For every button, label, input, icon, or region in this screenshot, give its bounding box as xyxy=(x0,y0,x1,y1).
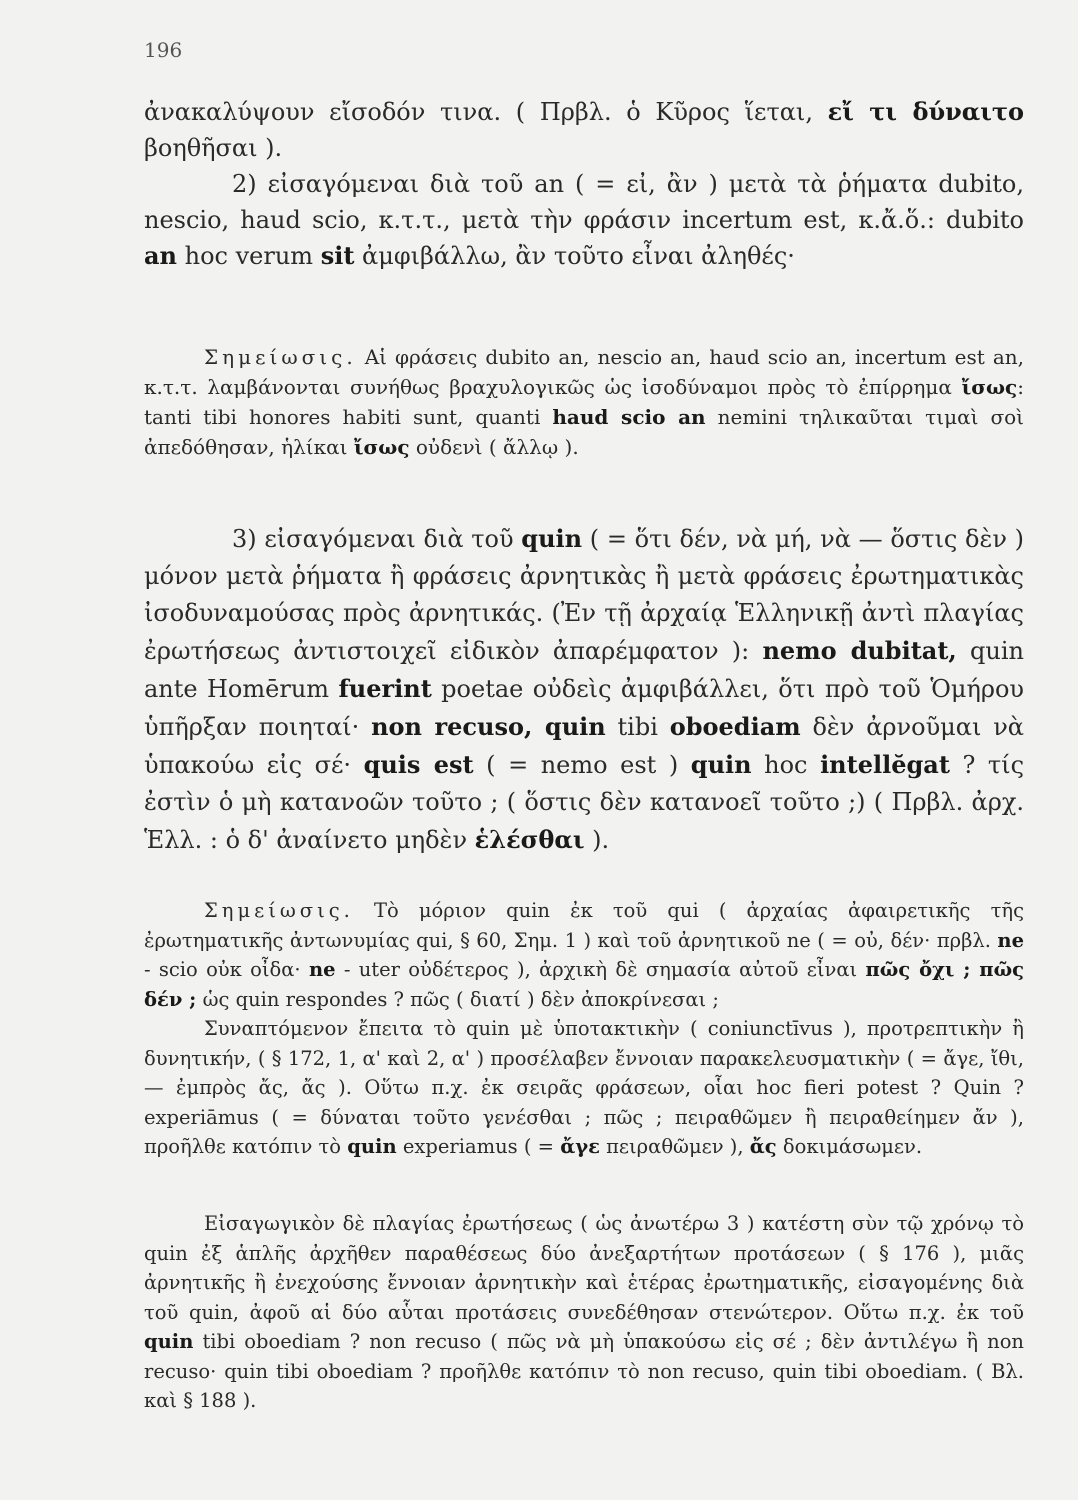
text: - uter οὐδέτερος ), ἀρχικὴ δὲ σημασία αὐτοῦ εἶναι xyxy=(335,958,866,981)
bold-word: ne xyxy=(308,958,336,981)
text: Εἰσαγωγικὸν δὲ πλαγίας ἐρωτήσεως ( ὡς ἀνωτέρω 3 ) κατέστη σὺν τῷ χρόνῳ τὸ quin ἐξ ἁπλῆς ἀρχῆθεν παραθέσεως δύο ἀνεξαρτήτων προτάσεων ( § 176 ), μιᾶς ἀρνητικῆς ἢ ἐνεχούσης ἔννοιαν ἀρνητικὴν καὶ ἑτέρας ἐρωτηματικῆς, εἰσαγομένης διὰ τοῦ quin, ἀφοῦ αἱ δύο αὗται προτάσεις συνεδέθησαν στενώτερον. Οὕτω π.χ. ἐκ τοῦ xyxy=(144,1212,1024,1324)
text: nemini τηλικαῦται τιμαὶ σοὶ ἀπεδόθησαν, ἡλίκαι xyxy=(144,405,1024,459)
paragraph-5 xyxy=(144,1209,1024,1416)
text: βοηθῆσαι ). xyxy=(144,134,283,162)
bold-word: quin xyxy=(521,524,583,553)
text: Αἱ φράσεις dubito an, nescio an, haud scio an, incertum est an, κ.τ.τ. λαμβάνονται συνήθως βραχυλογικῶς ὡς ἰσοδύναμοι πρὸς τὸ ἐπίρρημα xyxy=(144,345,1024,399)
text: δοκιμάσωμεν. xyxy=(776,1135,923,1158)
bold-phrase: haud scio an xyxy=(552,405,706,429)
bold-word: sit xyxy=(320,241,355,270)
text: tibi xyxy=(605,713,670,741)
text: ἀμφιβάλλω, ἂν τοῦτο εἶναι ἀληθές· xyxy=(354,242,795,270)
note-label: Σημείωσις. xyxy=(204,899,354,922)
note-2 xyxy=(144,896,1024,1162)
bold-phrase: non recuso, quin xyxy=(371,712,606,741)
bold-phrase: εἴ τι δύναιτο xyxy=(827,97,1024,126)
text: Συναπτόμενον ἔπειτα τὸ quin μὲ ὑποτακτικὴν ( coniunctīvus ), προτρεπτικὴν ἢ δυνητικήν, ( § 172, 1, α' καὶ 2, α' ) προσέλαβεν ἔννοιαν παρακελευσματικὴν ( = ἄγε, ἴθι,— ἐμπρὸς ἄς, ἄς ). Οὕτω π.χ. ἐκ σειρᾶς φράσεων, οἷαι hoc fieri potest ? Quin ? experiāmus ( = δύναται τοῦτο γενέσθαι ; πῶς ; πειραθῶμεν ἢ πειραθείημεν ἄν ), προῆλθε κατόπιν τὸ xyxy=(144,1017,1024,1158)
text: experiamus ( = xyxy=(396,1135,561,1158)
text: 2) εἰσαγόμεναι διὰ τοῦ an ( = εἰ, ἂν ) μετὰ τὰ ῥήματα dubito, nescio, haud scio, κ.τ.τ., μετὰ τὴν φράσιν incertum est, κ.ἄ.ὅ.: dubito xyxy=(144,170,1024,234)
bold-word: intellĕgat xyxy=(820,750,950,779)
text: - scio οὐκ οἶδα· xyxy=(144,958,309,981)
text: ? τίς ἐστὶν ὁ μὴ κατανοῶν τοῦτο ; ( ὅστις δὲν κατανοεῖ τοῦτο ;) ( Πρβλ. ἀρχ. Ἑλλ. : ὁ δ' ἀναίνετο μηδὲν xyxy=(144,751,1025,854)
bold-phrase: quis est xyxy=(363,750,474,779)
bold-word: ne xyxy=(997,928,1024,952)
bold-word: oboediam xyxy=(669,712,801,741)
text: tibi oboediam ? non recuso ( πῶς νὰ μὴ ὑπακούσω εἰς σέ ; δὲν ἀντιλέγω ἢ non recuso· quin tibi oboediam ? προῆλθε κατόπιν τὸ non recuso, quin tibi oboediam. ( Βλ. καὶ § 188 ). xyxy=(144,1330,1024,1412)
bold-phrase: nemo dubitat, xyxy=(762,636,957,665)
paragraph-3 xyxy=(144,520,1024,859)
bold-word: ἴσως xyxy=(961,375,1018,399)
text: πειραθῶμεν ), xyxy=(599,1135,750,1158)
bold-word: quin xyxy=(144,1330,194,1353)
bold-word: ἄς xyxy=(749,1135,777,1158)
bold-word: quin xyxy=(690,750,752,779)
text: hoc xyxy=(751,751,821,779)
text: : tanti tibi honores habiti sunt, quanti xyxy=(144,375,1024,429)
bold-word: ἑλέσθαι xyxy=(474,825,585,854)
text: οὐδενὶ ( ἄλλῳ ). xyxy=(409,435,579,459)
bold-word: an xyxy=(144,241,177,270)
page-number: 196 xyxy=(144,38,183,62)
bold-word: fuerint xyxy=(338,674,432,703)
bold-word: ἄγε xyxy=(560,1135,600,1158)
note-1 xyxy=(144,342,1024,462)
text: poetae οὐδεὶς ἀμφιβάλλει, ὅτι πρὸ τοῦ Ὁμήρου ὑπῆρξαν ποιηταί· xyxy=(144,675,1024,741)
text: ἀνακαλύψουν εἴσοδόν τινα. ( Πρβλ. ὁ Κῦρος ἵεται, xyxy=(144,98,828,126)
text: ( = nemo est ) xyxy=(473,751,691,779)
text: Τὸ μόριον quin ἐκ τοῦ qui ( ἀρχαίας ἀφαιρετικῆς τῆς ἐρωτηματικῆς ἀντωνυμίας qui, § 60, Σημ. 1 ) καὶ τοῦ ἀρνητικοῦ ne ( = οὐ, δέν· πρβλ. xyxy=(144,899,1024,952)
text: hoc verum xyxy=(177,242,321,270)
text: quin ante Homērum xyxy=(144,637,1024,703)
note-label: Σημείωσις. xyxy=(204,345,357,369)
text: 3) εἰσαγόμεναι διὰ τοῦ xyxy=(232,525,522,553)
paragraph-1 xyxy=(144,94,1024,274)
text: ). xyxy=(584,826,610,854)
bold-phrase: πῶς ὄχι ; πῶς δέν ; xyxy=(144,958,1025,1011)
text: δὲν ἀρνοῦμαι νὰ ὑπακούω εἰς σέ· xyxy=(144,713,1025,779)
bold-word: ἴσως xyxy=(353,435,410,459)
text: ( = ὅτι δέν, νὰ μή, νὰ — ὅστις δὲν ) μόνον μετὰ ῥήματα ἢ φράσεις ἀρνητικὰς ἢ μετὰ φράσεις ἐρωτηματικὰς ἰσοδυναμούσας πρὸς ἀρνητικάς. (Ἐν τῇ ἀρχαίᾳ Ἑλληνικῇ ἀντὶ πλαγίας ἐρωτήσεως ἀντιστοιχεῖ εἰδικὸν ἀπαρέμφατον ): xyxy=(144,525,1024,665)
bold-word: quin xyxy=(347,1135,397,1158)
text: ὡς quin respondes ? πῶς ( διατί ) δὲν ἀποκρίνεσαι ; xyxy=(196,987,719,1011)
